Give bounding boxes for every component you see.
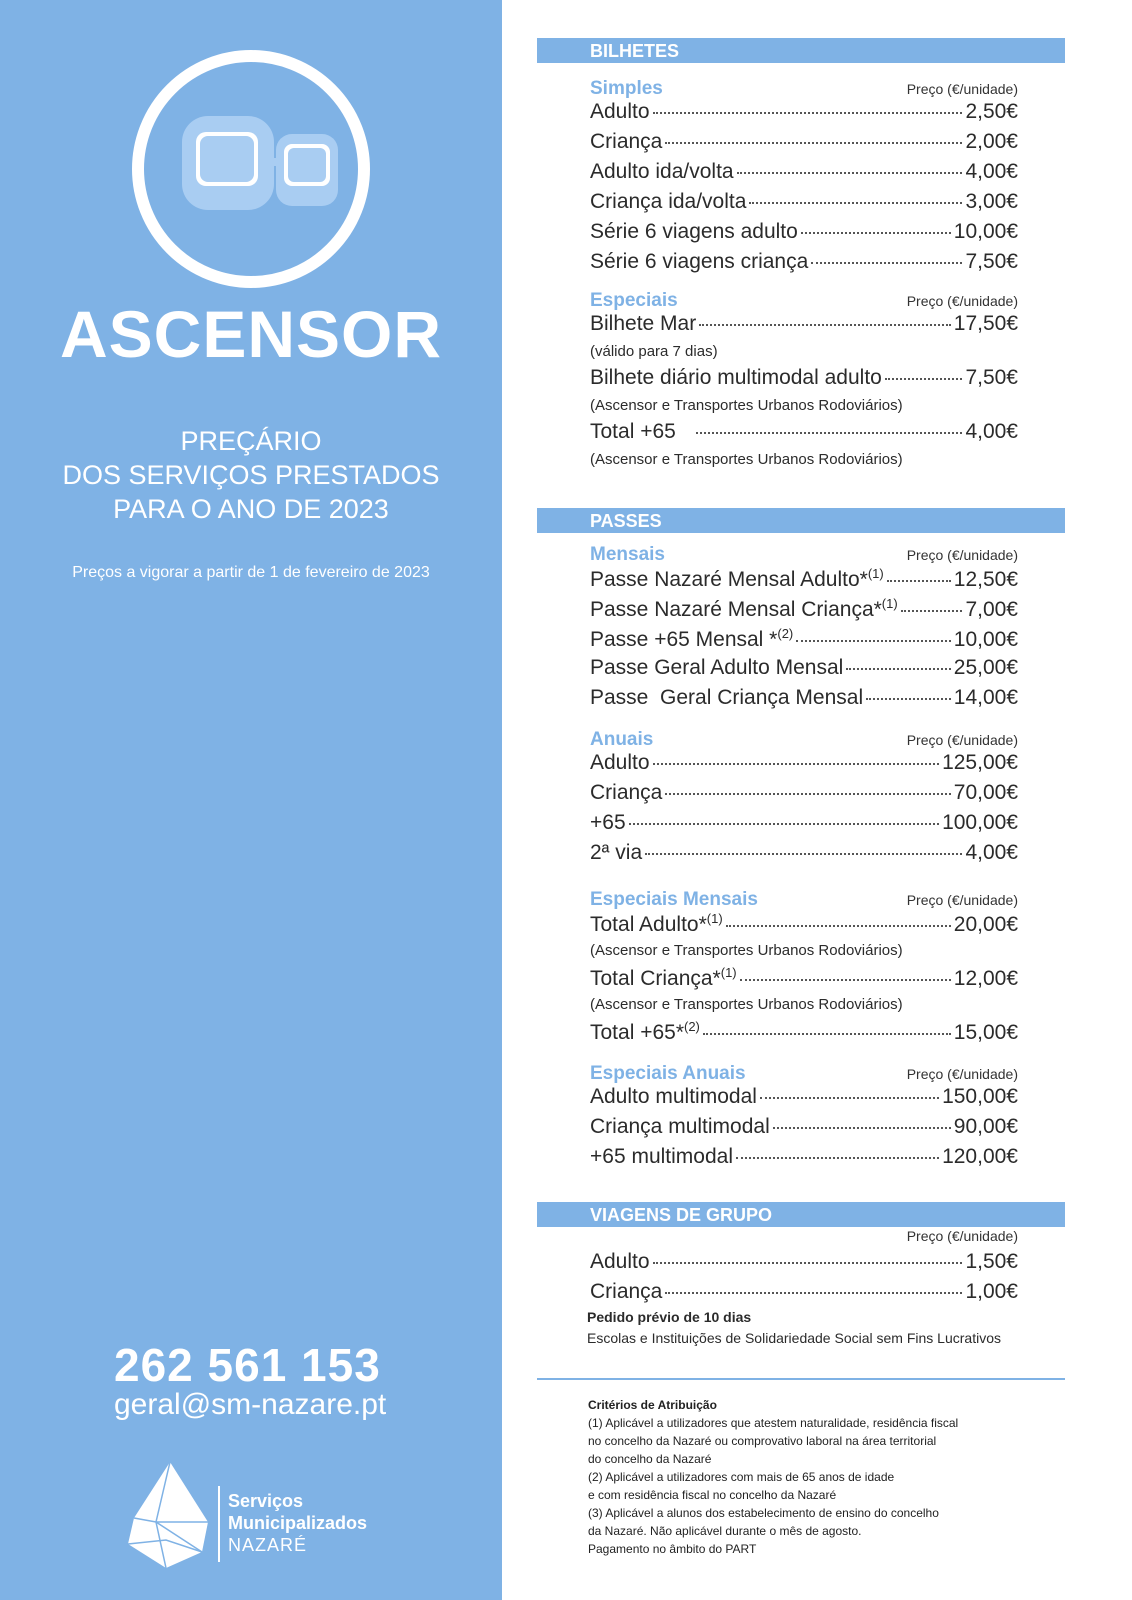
price-row: Total +65 4,00€ — [590, 420, 1018, 443]
criteria-line: da Nazaré. Não aplicável durante o mês de agosto. — [588, 1524, 862, 1538]
section-passes: PASSES — [537, 508, 1065, 533]
divider — [537, 1378, 1065, 1380]
price-row: 2ª via 4,00€ — [590, 841, 1018, 864]
price-row: Total Adulto*$^{(1)}$ 20,00€ — [590, 911, 1018, 936]
price-row: Total +65*$^{(2)}$ 15,00€ — [590, 1019, 1018, 1044]
row-note: (Ascensor e Transportes Urbanos Rodoviários) — [590, 996, 903, 1013]
cable-car-icon — [144, 62, 358, 276]
criteria-line: (1) Aplicável a utilizadores que atestem naturalidade, residência fiscal — [588, 1416, 959, 1430]
row-note: (Ascensor e Transportes Urbanos Rodoviários) — [590, 397, 903, 414]
price-header: Preço (€/unidade) — [906, 892, 1018, 908]
note-text: Escolas e Instituições de Solidariedade Social sem Fins Lucrativos — [587, 1330, 1001, 1346]
criteria-line: (2) Aplicável a utilizadores com mais de 65 anos de idade — [588, 1470, 895, 1484]
crystal-logo-icon — [126, 1460, 210, 1570]
group-title: Anuais — [590, 729, 654, 750]
price-row: Bilhete Mar 17,50€ — [590, 312, 1018, 335]
price-header: Preço (€/unidade) — [906, 547, 1018, 563]
price-row: Bilhete diário multimodal adulto 7,50€ — [590, 366, 1018, 389]
price-row: Total Criança*$^{(1)}$ 12,00€ — [590, 965, 1018, 990]
price-header: Preço (€/unidade) — [906, 293, 1018, 309]
group-simples — [590, 78, 1018, 280]
phone-number[interactable]: 262 561 153 — [114, 1339, 381, 1391]
group-mensais — [590, 544, 1018, 716]
price-row: Criança ida/volta 3,00€ — [590, 190, 1018, 213]
price-row: Adulto multimodal 150,00€ — [590, 1085, 1018, 1108]
row-note: (Ascensor e Transportes Urbanos Rodoviários) — [590, 451, 903, 468]
brand-separator — [218, 1486, 220, 1562]
price-row: Passe Geral Adulto Mensal 25,00€ — [590, 656, 1018, 679]
left-panel — [0, 0, 502, 1600]
row-note: (válido para 7 dias) — [590, 343, 718, 360]
note-bold: Pedido prévio de 10 dias — [587, 1309, 752, 1325]
price-row: Passe Nazaré Mensal Adulto*$^{(1)}$ 12,50€ — [590, 566, 1018, 591]
brand-line-2: Municipalizados — [228, 1513, 368, 1533]
subtitle-line-2: DOS SERVIÇOS PRESTADOS — [62, 460, 440, 490]
brand-line-1: Serviços — [228, 1491, 304, 1511]
price-row: Criança 1,00€ — [590, 1280, 1018, 1303]
ascensor-logo — [132, 50, 370, 288]
price-row: Série 6 viagens adulto 10,00€ — [590, 220, 1018, 243]
group-especiais-mensais — [590, 889, 1018, 1049]
price-row: Passe Nazaré Mensal Criança*$^{(1)}$ 7,00€ — [590, 596, 1018, 621]
page-title: ASCENSOR — [59, 297, 443, 371]
price-header: Preço (€/unidade) — [906, 1228, 1018, 1244]
price-header: Preço (€/unidade) — [906, 81, 1018, 97]
row-note: (Ascensor e Transportes Urbanos Rodoviários) — [590, 942, 903, 959]
price-row: Criança 2,00€ — [590, 130, 1018, 153]
price-row: Passe +65 Mensal *$^{(2)}$ 10,00€ — [590, 626, 1018, 651]
section-viagens-grupo: VIAGENS DE GRUPO — [537, 1202, 1065, 1227]
criteria — [588, 1396, 1028, 1558]
criteria-line: no concelho da Nazaré ou comprovativo laboral na área territorial — [588, 1434, 937, 1448]
group-especiais-anuais — [590, 1063, 1018, 1175]
price-row: Adulto 125,00€ — [590, 751, 1018, 774]
subtitle-line-1: PREÇÁRIO — [180, 426, 322, 456]
criteria-line: Pagamento no âmbito do PART — [588, 1542, 757, 1556]
price-row: Criança 70,00€ — [590, 781, 1018, 804]
price-row: Adulto 2,50€ — [590, 100, 1018, 123]
brand-name — [228, 1490, 367, 1556]
price-row: +65 100,00€ — [590, 811, 1018, 834]
group-anuais — [590, 729, 1018, 871]
subtitle-line-3: PARA O ANO DE 2023 — [113, 494, 389, 524]
criteria-line: (3) Aplicável a alunos dos estabelecimento de ensino do concelho — [588, 1506, 939, 1520]
price-row: +65 multimodal 120,00€ — [590, 1145, 1018, 1168]
email-address[interactable]: geral@sm-nazare.pt — [114, 1388, 387, 1421]
group-viagens — [590, 1228, 1018, 1310]
price-row: Adulto 1,50€ — [590, 1250, 1018, 1273]
price-row: Adulto ida/volta 4,00€ — [590, 160, 1018, 183]
section-bilhetes: BILHETES — [537, 38, 1065, 63]
price-header: Preço (€/unidade) — [906, 1066, 1018, 1082]
price-row: Série 6 viagens criança 7,50€ — [590, 250, 1018, 273]
group-title: Especiais Mensais — [590, 889, 758, 910]
criteria-line: e com residência fiscal no concelho da Nazaré — [588, 1488, 837, 1502]
group-title: Mensais — [590, 544, 665, 565]
brand-line-3: NAZARÉ — [228, 1535, 308, 1555]
criteria-title: Critérios de Atribuição — [588, 1398, 717, 1412]
group-title: Simples — [590, 78, 663, 99]
group-title: Especiais — [590, 290, 678, 311]
group-especiais — [590, 290, 1018, 474]
price-row: Passe Geral Criança Mensal 14,00€ — [590, 686, 1018, 709]
group-notes — [587, 1307, 1027, 1349]
price-row: Criança multimodal 90,00€ — [590, 1115, 1018, 1138]
group-title: Especiais Anuais — [590, 1063, 746, 1084]
price-header: Preço (€/unidade) — [906, 732, 1018, 748]
criteria-line: do concelho da Nazaré — [588, 1452, 712, 1466]
subtitle — [0, 424, 502, 526]
validity-date: Preços a vigorar a partir de 1 de fevereiro de 2023 — [72, 564, 430, 581]
